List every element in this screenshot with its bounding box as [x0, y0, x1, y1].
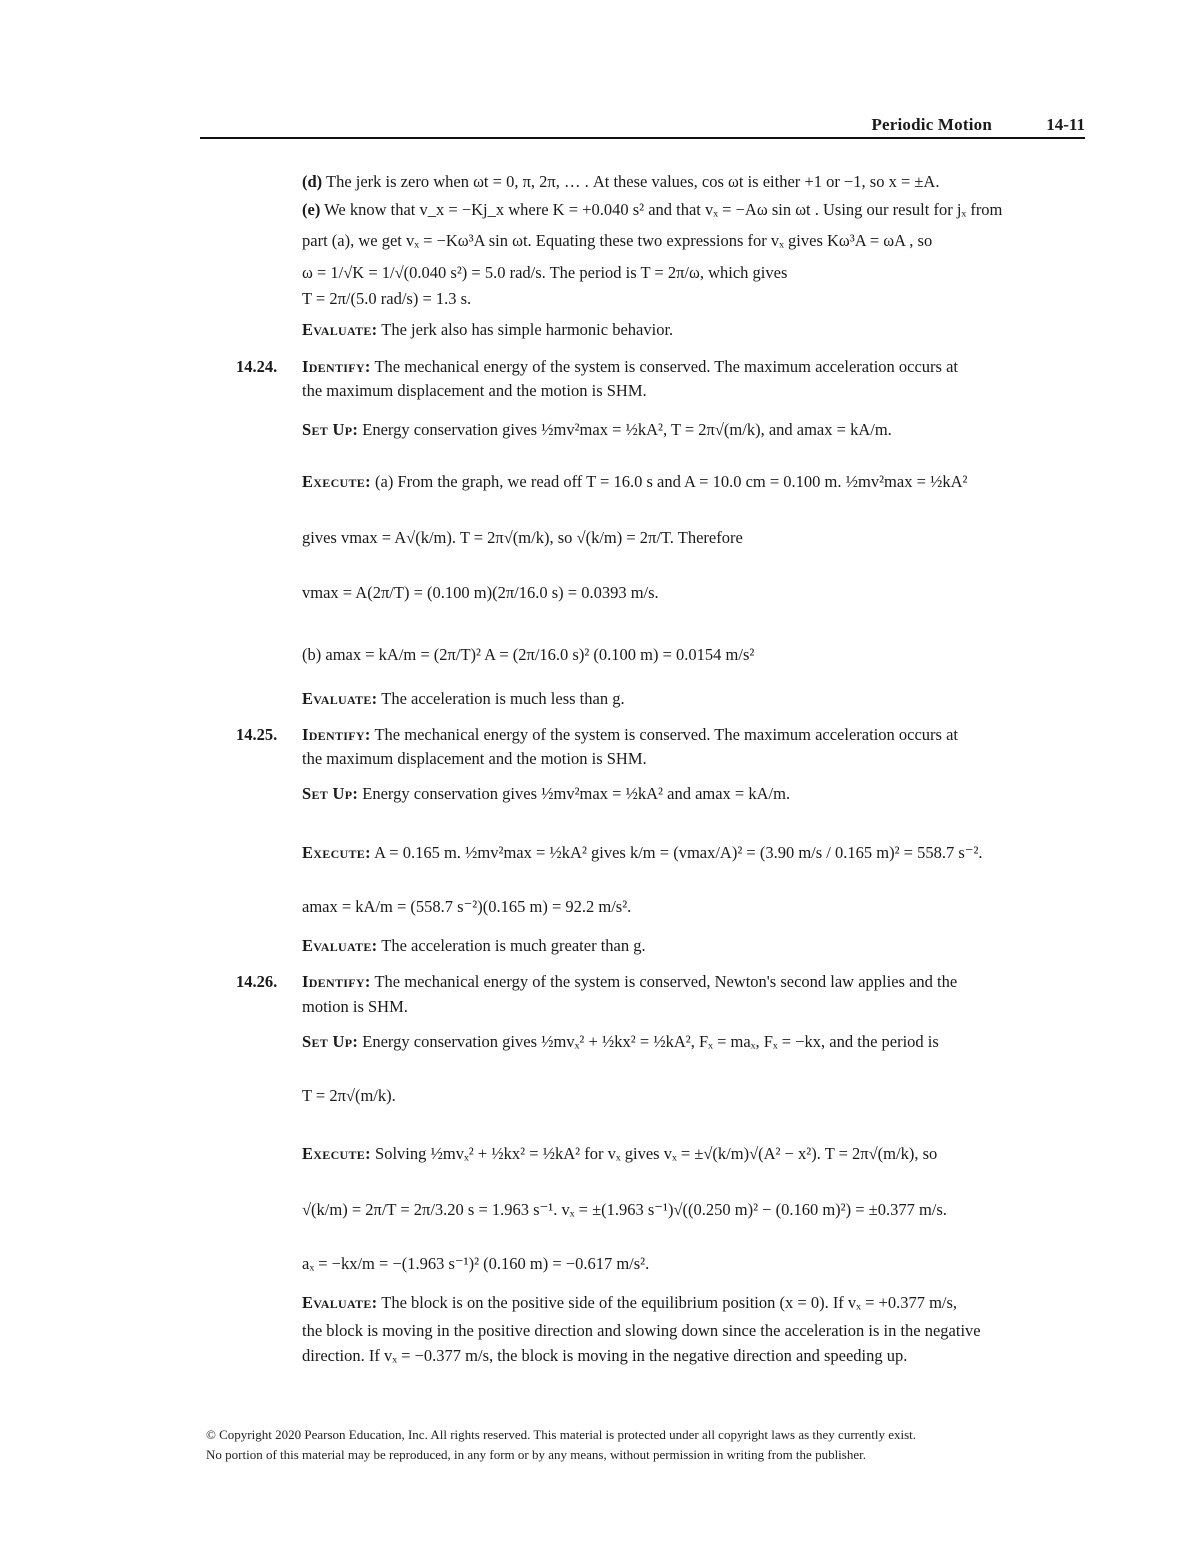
identify-text-2: motion is SHM. — [302, 997, 408, 1016]
identify-label: Identify: — [302, 972, 371, 991]
execute-text: A = 0.165 m. ½mv²max = ½kA² gives k/m = (vmax/A)² = (3.90 m/s / 0.165 m)² = 558.7 s⁻². — [374, 843, 983, 862]
identify-line — [302, 972, 957, 992]
execute-text: Solving ½mvₓ² + ½kx² = ½kA² for vₓ gives vₓ = ±√(k/m)√(A² − x²). T = 2π√(m/k), so — [375, 1144, 938, 1163]
evaluate-text: The acceleration is much less than g. — [381, 689, 625, 708]
identify-line — [302, 725, 958, 745]
part-d-label: (d) — [302, 172, 323, 191]
execute-line — [302, 843, 983, 863]
problem-number: 14.25. — [236, 725, 278, 744]
execute-label: Execute: — [302, 472, 371, 491]
part-e-line — [302, 200, 1002, 220]
part-d-text: The jerk is zero when ωt = 0, π, 2π, … . At these values, cos ωt is either +1 or −1, so x = ±A. — [326, 172, 940, 191]
part-e-text-3: ω = 1/√K = 1/√(0.040 s²) = 5.0 rad/s. The period is T = 2π/ω, which gives — [302, 263, 788, 282]
evaluate-text-2: the block is moving in the positive direction and slowing down since the acceleration is in the negative — [302, 1321, 981, 1340]
execute-text-3: vmax = A(2π/T) = (0.100 m)(2π/16.0 s) = 0.0393 m/s. — [302, 583, 659, 602]
evaluate-line — [302, 936, 646, 956]
evaluate-label: Evaluate: — [302, 689, 378, 708]
evaluate-label: Evaluate: — [302, 1293, 378, 1312]
part-e-text-2: part (a), we get vₓ = −Kω³A sin ωt. Equating these two expressions for vₓ gives Kω³A = ωA , so — [302, 231, 933, 250]
identify-label: Identify: — [302, 357, 371, 376]
evaluate-text: The jerk also has simple harmonic behavior. — [381, 320, 674, 339]
evaluate-text: The block is on the positive side of the equilibrium position (x = 0). If vₓ = +0.377 m/s, — [381, 1293, 958, 1312]
problem-number: 14.26. — [236, 972, 278, 991]
execute-text-2: gives vmax = A√(k/m). T = 2π√(m/k), so √(k/m) = 2π/T. Therefore — [302, 528, 743, 547]
evaluate-text: The acceleration is much greater than g. — [381, 936, 646, 955]
execute-label: Execute: — [302, 843, 371, 862]
copyright-line-1: © Copyright 2020 Pearson Education, Inc. All rights reserved. This material is protected under all copyright laws as they currently exist. — [206, 1427, 917, 1442]
evaluate-line — [302, 320, 673, 340]
setup-label: Set Up: — [302, 1032, 359, 1051]
setup-line — [302, 1032, 939, 1052]
part-e-text: We know that v_x = −Kj_x where K = +0.040 s² and that vₓ = −Aω sin ωt . Using our result for jₓ from — [324, 200, 1003, 219]
execute-line — [302, 472, 968, 492]
evaluate-label: Evaluate: — [302, 936, 378, 955]
identify-text: The mechanical energy of the system is conserved. The maximum acceleration occurs at — [374, 725, 958, 744]
chapter-title: Periodic Motion — [871, 115, 992, 134]
identify-text: The mechanical energy of the system is conserved. The maximum acceleration occurs at — [374, 357, 958, 376]
identify-line — [302, 357, 958, 377]
part-d-line — [302, 172, 939, 192]
execute-text-3: aₓ = −kx/m = −(1.963 s⁻¹)² (0.160 m) = −0.617 m/s². — [302, 1254, 650, 1273]
evaluate-text-3: direction. If vₓ = −0.377 m/s, the block is moving in the negative direction and speeding up. — [302, 1346, 908, 1365]
part-e-label: (e) — [302, 200, 321, 219]
evaluate-line — [302, 689, 625, 709]
setup-label: Set Up: — [302, 420, 359, 439]
page-header — [200, 113, 1085, 139]
execute-label: Execute: — [302, 1144, 371, 1163]
execute-part-b: (b) amax = kA/m = (2π/T)² A = (2π/16.0 s)² (0.100 m) = 0.0154 m/s² — [302, 645, 755, 664]
identify-label: Identify: — [302, 725, 371, 744]
evaluate-label: Evaluate: — [302, 320, 378, 339]
copyright-footer — [206, 1425, 916, 1465]
setup-text-2: T = 2π√(m/k). — [302, 1086, 396, 1105]
setup-text: Energy conservation gives ½mv²max = ½kA², T = 2π√(m/k), and amax = kA/m. — [362, 420, 892, 439]
copyright-line-2: No portion of this material may be reproduced, in any form or by any means, without permission in writing from the publisher. — [206, 1447, 866, 1462]
execute-line — [302, 1144, 937, 1164]
execute-text-2: amax = kA/m = (558.7 s⁻²)(0.165 m) = 92.2 m/s². — [302, 897, 632, 916]
execute-text: (a) From the graph, we read off T = 16.0 s and A = 10.0 cm = 0.100 m. ½mv²max = ½kA² — [375, 472, 968, 491]
setup-line — [302, 420, 892, 440]
setup-label: Set Up: — [302, 784, 359, 803]
identify-text-2: the maximum displacement and the motion is SHM. — [302, 381, 647, 400]
page-number: 14-11 — [1046, 115, 1085, 134]
setup-text: Energy conservation gives ½mvₓ² + ½kx² = ½kA², Fₓ = maₓ, Fₓ = −kx, and the period is — [362, 1032, 939, 1051]
identify-text: The mechanical energy of the system is conserved, Newton's second law applies and the — [374, 972, 958, 991]
evaluate-line — [302, 1293, 957, 1313]
part-e-text-4: T = 2π/(5.0 rad/s) = 1.3 s. — [302, 289, 472, 308]
setup-line — [302, 784, 790, 804]
problem-number: 14.24. — [236, 357, 278, 376]
setup-text: Energy conservation gives ½mv²max = ½kA² and amax = kA/m. — [362, 784, 791, 803]
execute-text-2: √(k/m) = 2π/T = 2π/3.20 s = 1.963 s⁻¹. vₓ = ±(1.963 s⁻¹)√((0.250 m)² − (0.160 m)²) = ±0.377 m/s. — [302, 1200, 947, 1219]
identify-text-2: the maximum displacement and the motion is SHM. — [302, 749, 647, 768]
